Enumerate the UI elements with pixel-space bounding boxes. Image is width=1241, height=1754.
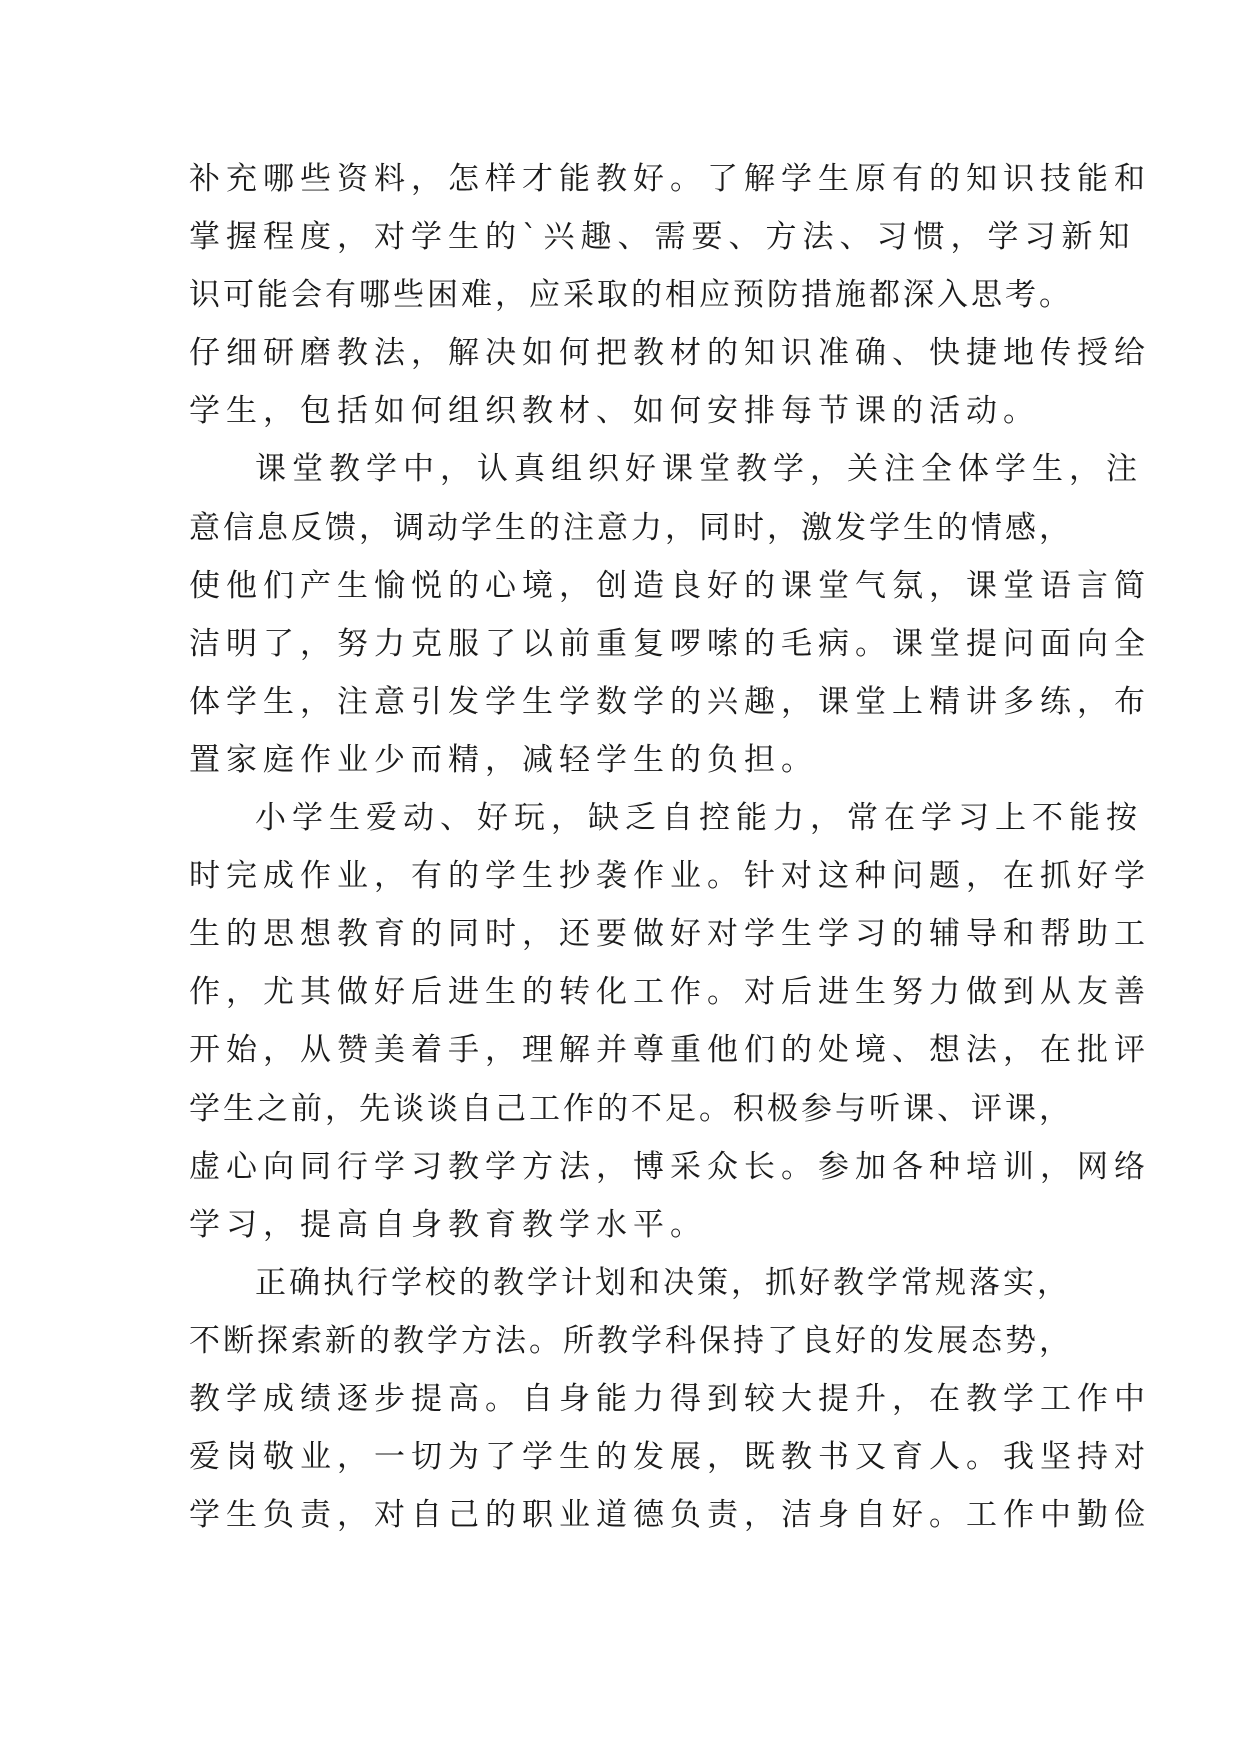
body-text [189, 150, 1151, 1544]
text-line: 学习，提高自身教育教学水平。 [189, 1206, 707, 1243]
text-line: 爱岗敬业，一切为了学生的发展，既教书又育人。我坚持对 [189, 1439, 1151, 1476]
text-line: 不断探索新的教学方法。所教学科保持了良好的发展态势， [189, 1322, 1073, 1359]
text-line: 掌握程度，对学生的`兴趣、需要、方法、习惯，学习新知 [189, 219, 1136, 256]
paragraph-first-line: 小学生爱动、好玩，缺乏自控能力，常在学习上不能按 [255, 800, 1143, 837]
text-line: 生的思想教育的同时，还要做好对学生学习的辅导和帮助工 [189, 916, 1151, 953]
text-line: 教学成绩逐步提高。自身能力得到较大提升，在教学工作中 [189, 1380, 1151, 1417]
text-line: 虚心向同行学习教学方法，博采众长。参加各种培训，网络 [189, 1148, 1151, 1185]
text-line: 学生之前，先谈谈自己工作的不足。积极参与听课、评课， [189, 1090, 1073, 1127]
text-line: 仔细研磨教法，解决如何把教材的知识准确、快捷地传授给 [189, 335, 1151, 372]
text-line: 学生，包括如何组织教材、如何安排每节课的活动。 [189, 393, 1040, 430]
text-line: 洁明了，努力克服了以前重复啰嗦的毛病。课堂提问面向全 [189, 625, 1151, 662]
text-line: 置家庭作业少而精，减轻学生的负担。 [189, 741, 818, 778]
text-line: 意信息反馈，调动学生的注意力，同时，激发学生的情感， [189, 509, 1073, 546]
paragraph-first-line: 课堂教学中，认真组织好课堂教学，关注全体学生，注 [255, 451, 1143, 488]
text-line: 识可能会有哪些困难，应采取的相应预防措施都深入思考。 [189, 277, 1073, 314]
text-line: 时完成作业，有的学生抄袭作业。针对这种问题，在抓好学 [189, 858, 1151, 895]
text-line: 使他们产生愉悦的心境，创造良好的课堂气氛，课堂语言简 [189, 567, 1151, 604]
text-line: 体学生，注意引发学生学数学的兴趣，课堂上精讲多练，布 [189, 683, 1151, 720]
paragraph-first-line: 正确执行学校的教学计划和决策，抓好教学常规落实， [255, 1264, 1071, 1301]
text-line: 开始，从赞美着手，理解并尊重他们的处境、想法，在批评 [189, 1032, 1151, 1069]
text-line: 学生负责，对自己的职业道德负责，洁身自好。工作中勤俭 [189, 1497, 1151, 1534]
text-line: 作，尤其做好后进生的转化工作。对后进生努力做到从友善 [189, 974, 1151, 1011]
text-line: 补充哪些资料，怎样才能教好。了解学生原有的知识技能和 [189, 161, 1151, 197]
